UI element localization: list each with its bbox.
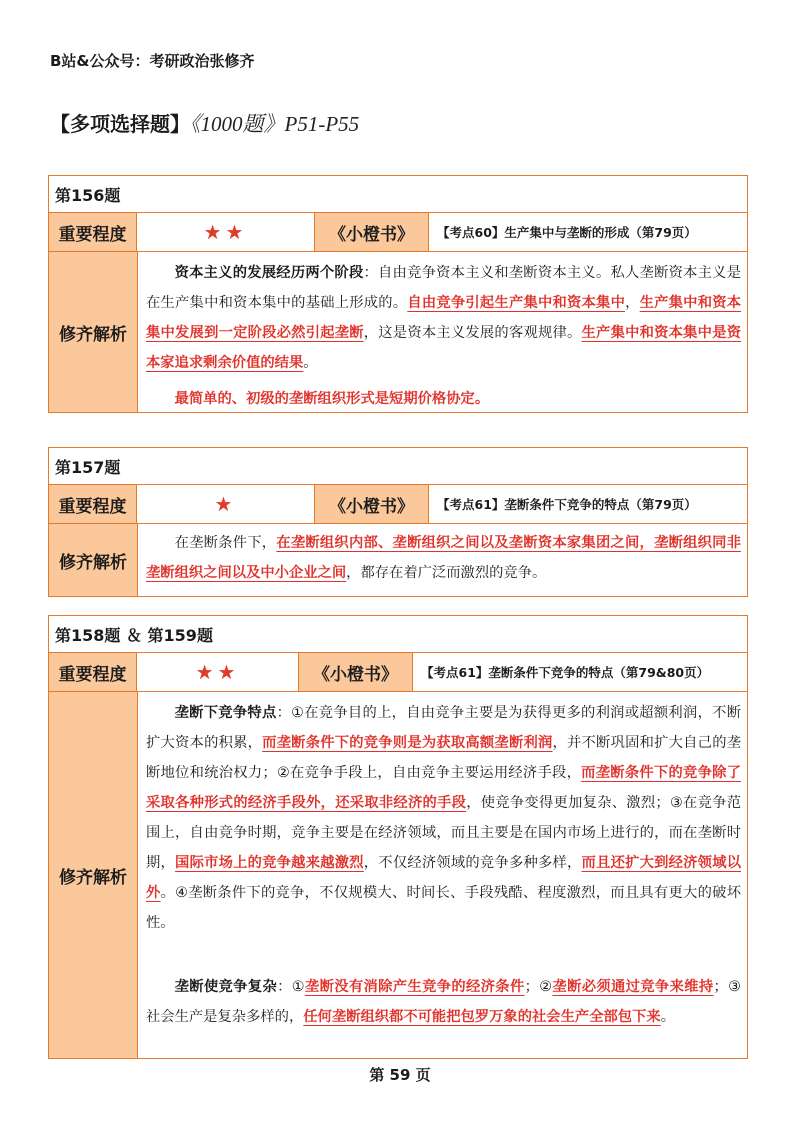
analysis-row bbox=[49, 252, 747, 412]
key-phrase: 资本主义的发展经历两个阶段 bbox=[174, 265, 364, 281]
importance-row bbox=[49, 653, 747, 692]
text: ：① bbox=[277, 979, 305, 995]
star-rating: ★★ bbox=[137, 213, 315, 251]
page-header: B站&公众号：考研政治张修齐 bbox=[50, 52, 255, 70]
analysis-label: 修齐解析 bbox=[49, 524, 138, 596]
highlight-text: 而且还扩大到经济领域以外 bbox=[146, 855, 742, 901]
book-title: 《小橙书》 bbox=[315, 213, 429, 251]
highlight-text: 生产集中和资本集中发展到一定阶段必然引起垄断 bbox=[146, 295, 742, 341]
key-phrase: 垄断使竞争复杂 bbox=[174, 979, 278, 995]
analysis-label: 修齐解析 bbox=[49, 252, 138, 412]
book-title: 《小橙书》 bbox=[315, 485, 429, 523]
analysis-paragraph bbox=[146, 528, 741, 588]
text: ：自由竞争资本主义和垄断资本主义。私人垄断资本主义是在生产集中和资本集中的基础上形成的。 bbox=[146, 265, 742, 311]
highlight-text: 垄断必须通过竞争来维持 bbox=[552, 979, 714, 995]
highlight-text: 任何垄断组织都不可能把包罗万象的社会生产全部包下来 bbox=[303, 1009, 661, 1025]
text: ，都存在着广泛而激烈的竞争。 bbox=[346, 565, 547, 581]
text: ，并不断巩固和扩大自己的垄断地位和统治权力；②在竞争手段上，自由竞争主要运用经济手段， bbox=[146, 735, 742, 781]
text: ：①在竞争目的上，自由竞争主要是为获得更多的利润或超额利润，不断扩大资本的积累， bbox=[146, 705, 741, 751]
highlight-text: 国际市场上的竞争越来越激烈 bbox=[175, 855, 364, 871]
highlight-text: 最简单的、初级的垄断组织形式是短期价格协定。 bbox=[174, 391, 490, 407]
section-title bbox=[50, 108, 359, 138]
analysis-paragraph bbox=[146, 972, 741, 1032]
section-title-bold: 【多项选择题】 bbox=[50, 112, 190, 136]
importance-label: 重要程度 bbox=[49, 213, 137, 251]
importance-label: 重要程度 bbox=[49, 485, 137, 523]
question-card-157 bbox=[48, 447, 748, 597]
highlight-text: 而垄断条件下的竞争除了采取各种形式的经济手段外，还采取非经济的手段 bbox=[146, 765, 741, 811]
star-rating: ★★ bbox=[137, 653, 299, 691]
text: ， bbox=[625, 295, 640, 311]
highlight-text: 在垄断组织内部、垄断组织之间以及垄断资本家集团之间，垄断组织同非垄断组织之间以及中小企业之间 bbox=[146, 535, 742, 581]
analysis-paragraph bbox=[146, 258, 741, 378]
text: ，不仅经济领域的竞争多种多样， bbox=[363, 855, 582, 871]
exam-point: 【考点61】垄断条件下竞争的特点（第79&80页） bbox=[421, 665, 710, 680]
page-number: 第 59 页 bbox=[369, 1066, 431, 1084]
exam-point: 【考点61】垄断条件下竞争的特点（第79页） bbox=[437, 497, 697, 512]
analysis-paragraph bbox=[146, 384, 741, 414]
text: ；② bbox=[524, 979, 553, 995]
analysis-body bbox=[138, 692, 747, 1058]
importance-label: 重要程度 bbox=[49, 653, 137, 691]
question-card-156 bbox=[48, 175, 748, 413]
text: 在垄断条件下， bbox=[174, 535, 277, 551]
text: ，使竞争变得更加复杂、激烈；③在竞争范围上，自由竞争时期，竞争主要是在经济领域，而且主要是在国内市场上进行的，而在垄断时期， bbox=[146, 795, 741, 871]
highlight-text: 自由竞争引起生产集中和资本集中 bbox=[407, 295, 626, 311]
analysis-row bbox=[49, 692, 747, 1058]
section-title-source: 《1000题》P51-P55 bbox=[190, 112, 360, 136]
importance-row bbox=[49, 485, 747, 524]
analysis-paragraph bbox=[146, 698, 741, 938]
star-rating: ★ bbox=[137, 485, 315, 523]
analysis-label: 修齐解析 bbox=[49, 692, 138, 1058]
highlight-text: 垄断没有消除产生竞争的经济条件 bbox=[304, 979, 525, 995]
importance-row bbox=[49, 213, 747, 252]
exam-point: 【考点60】生产集中与垄断的形成（第79页） bbox=[437, 225, 697, 240]
text: 。 bbox=[660, 1009, 675, 1025]
analysis-row bbox=[49, 524, 747, 596]
highlight-text: 生产集中和资本集中是资本家追求剩余价值的结果 bbox=[146, 325, 742, 371]
text: ；③社会生产是复杂多样的， bbox=[146, 979, 741, 1025]
question-title: 第158题 ＆ 第159题 bbox=[49, 616, 747, 653]
question-card-158-159 bbox=[48, 615, 748, 1059]
book-title: 《小橙书》 bbox=[299, 653, 413, 691]
question-title: 第157题 bbox=[49, 448, 747, 485]
highlight-text: 而垄断条件下的竞争则是为获取高额垄断利润 bbox=[262, 735, 553, 751]
text: ，这是资本主义发展的客观规律。 bbox=[363, 325, 582, 341]
question-title: 第156题 bbox=[49, 176, 747, 213]
key-phrase: 垄断下竞争特点 bbox=[174, 705, 277, 721]
text: 。④垄断条件下的竞争，不仅规模大、时间长、手段残酷、程度激烈，而且具有更大的破坏性。 bbox=[146, 885, 741, 931]
text: 。 bbox=[303, 355, 318, 371]
analysis-body bbox=[138, 524, 747, 596]
analysis-body bbox=[138, 252, 747, 412]
